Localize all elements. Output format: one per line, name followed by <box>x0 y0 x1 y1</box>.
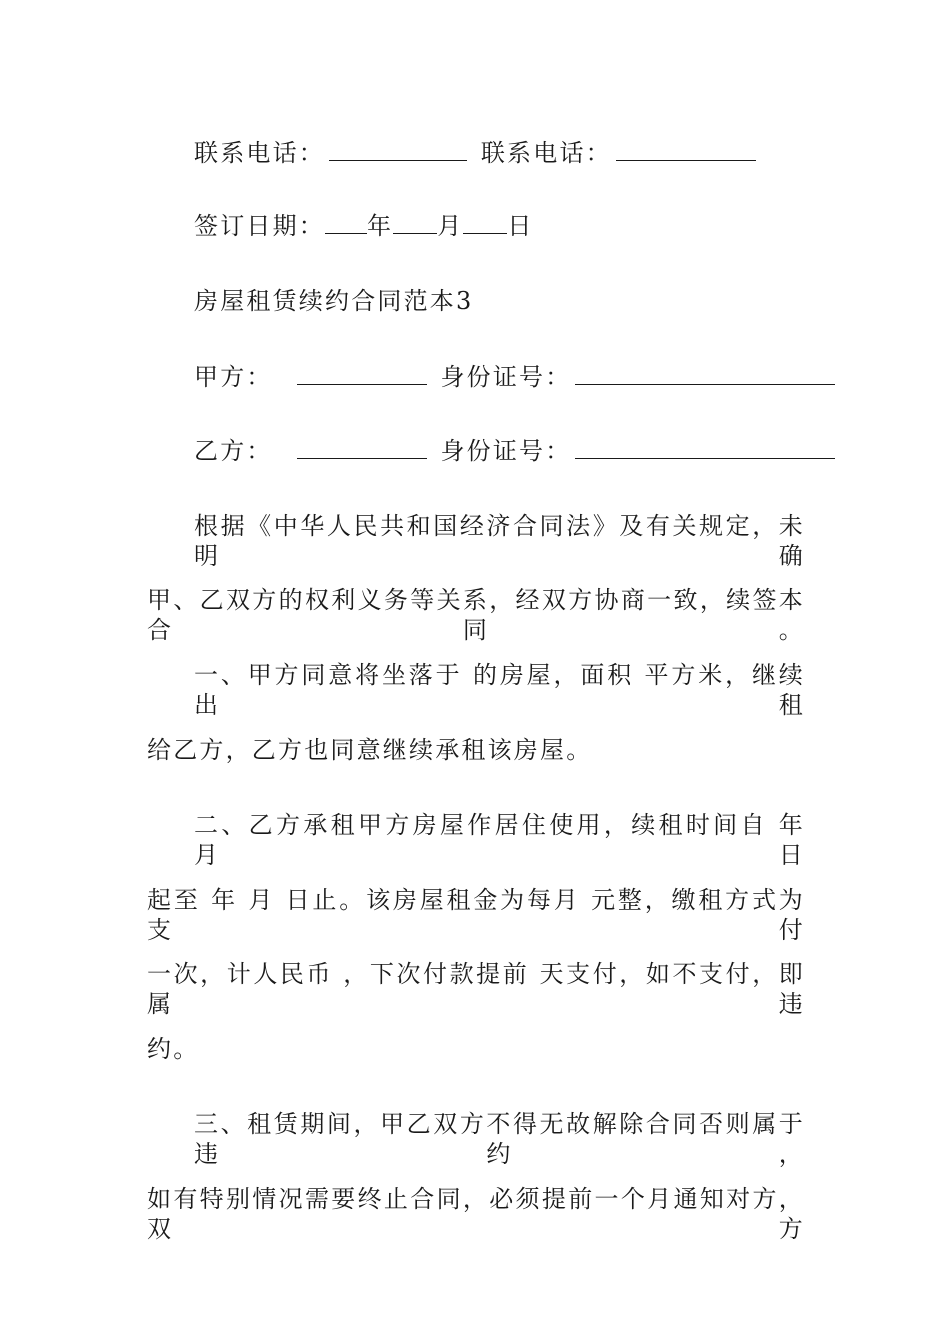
contact-phone-line <box>194 138 854 168</box>
party-b-id-blank[interactable] <box>575 436 835 459</box>
party-a-label: 甲方： <box>194 363 273 391</box>
party-a-id-label: 身份证号： <box>440 363 572 391</box>
party-a-line <box>194 362 854 392</box>
sign-date-year-blank[interactable] <box>325 211 367 234</box>
sign-date-label: 签订日期： <box>194 212 325 240</box>
party-b-name-blank[interactable] <box>297 436 427 459</box>
clause2-line-1: 二、乙方承租甲方房屋作居住使用，续租时间自 年 月 日 <box>194 811 805 869</box>
party-b-line <box>194 436 854 466</box>
clause1-line-1: 一、甲方同意将坐落于 的房屋，面积 平方米，继续出租 <box>194 661 805 719</box>
contact-phone-label-b: 联系电话： <box>480 139 612 167</box>
clause3-line-2: 如有特别情况需要终止合同，必须提前一个月通知对方，双方 <box>147 1185 805 1243</box>
clause2-line-4: 约。 <box>147 1035 200 1063</box>
party-b-id-label: 身份证号： <box>440 437 572 465</box>
sign-date-month-blank[interactable] <box>393 211 437 234</box>
sign-date-day-blank[interactable] <box>463 211 507 234</box>
intro-line-1: 根据《中华人民共和国经济合同法》及有关规定，未明确 <box>194 512 805 570</box>
sign-date-year: 年 <box>367 212 394 240</box>
clause2-line-3: 一次，计人民币 ，下次付款提前 天支付，如不支付，即属违 <box>147 960 805 1018</box>
party-b-label: 乙方： <box>194 437 273 465</box>
clause1-line-2: 给乙方，乙方也同意继续承租该房屋。 <box>147 736 593 764</box>
sign-date-line <box>194 211 854 241</box>
sign-date-month: 月 <box>437 212 464 240</box>
contact-phone-blank-a[interactable] <box>329 138 467 161</box>
intro-line-2: 甲、乙双方的权利义务等关系，经双方协商一致，续签本合同。 <box>147 586 805 644</box>
contact-phone-label-a: 联系电话： <box>194 139 325 167</box>
party-a-name-blank[interactable] <box>297 362 427 385</box>
party-a-id-blank[interactable] <box>575 362 835 385</box>
clause3-line-1: 三、租赁期间，甲乙双方不得无故解除合同否则属于违约， <box>194 1110 805 1168</box>
contract-title: 房屋租赁续约合同范本3 <box>194 287 474 315</box>
sign-date-day: 日 <box>507 212 534 240</box>
contact-phone-blank-b[interactable] <box>616 138 756 161</box>
clause2-line-2: 起至 年 月 日止。该房屋租金为每月 元整，缴租方式为 支付 <box>147 886 805 944</box>
